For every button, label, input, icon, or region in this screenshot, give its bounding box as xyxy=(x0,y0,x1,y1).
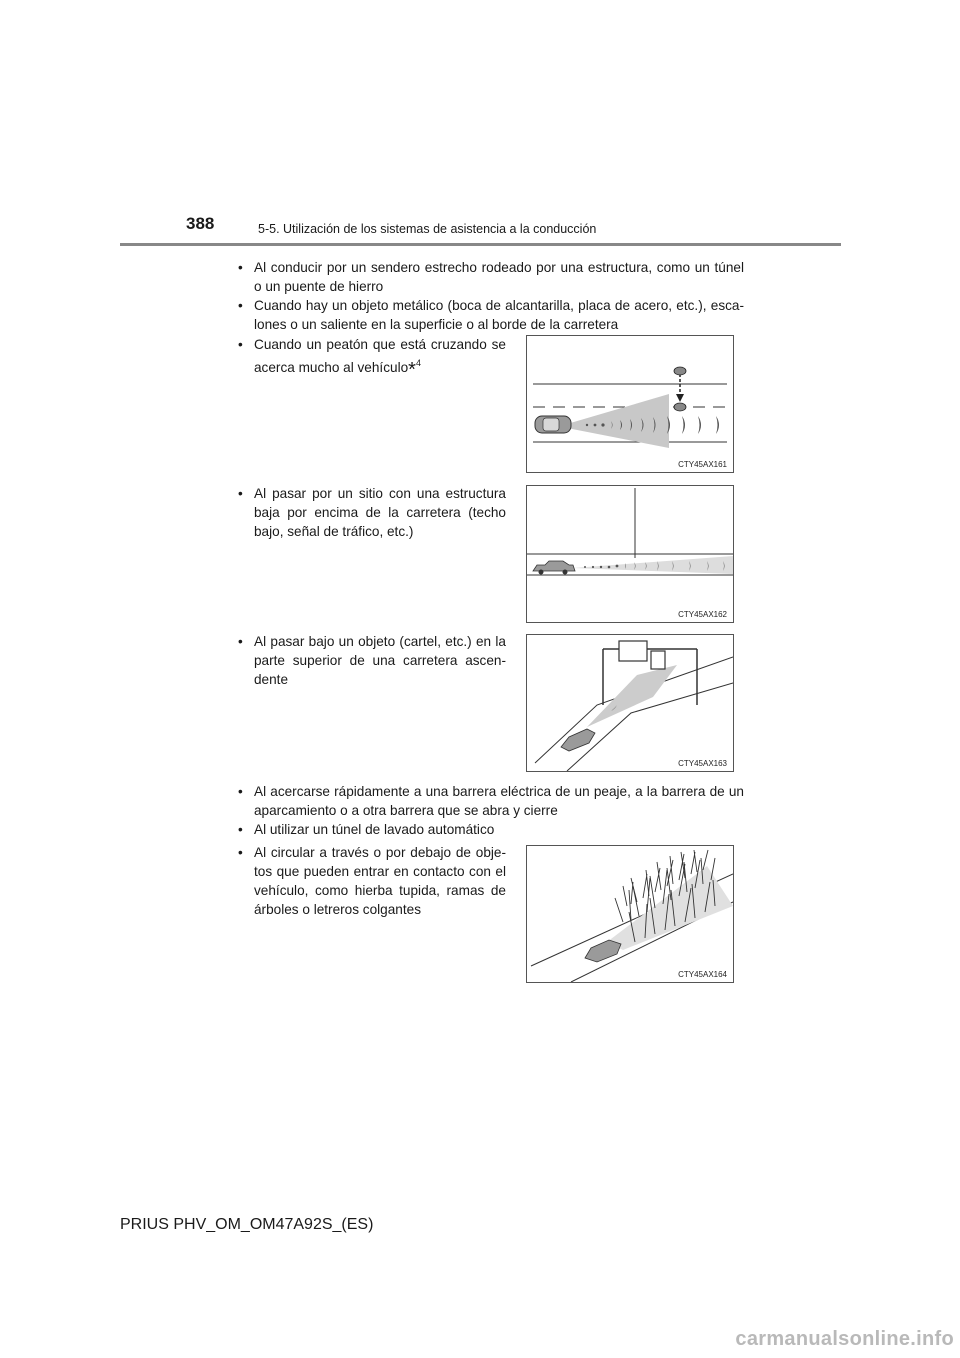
list-item xyxy=(238,335,506,381)
list-item xyxy=(238,484,506,541)
pedestrian-illustration xyxy=(527,336,733,472)
bullet-text: Al pasar bajo un objeto (cartel, etc.) en la parte superior de una carretera ascen-dente xyxy=(254,634,506,687)
uphill-sign-illustration xyxy=(527,635,733,771)
bullet-icon: • xyxy=(238,260,243,275)
list-item xyxy=(238,782,744,820)
bullet-text: Al utilizar un túnel de lavado automático xyxy=(254,822,495,837)
bullet-icon: • xyxy=(238,634,243,649)
figure-uphill-sign xyxy=(526,634,734,772)
document-id: PRIUS PHV_OM_OM47A92S_(ES) xyxy=(120,1216,374,1233)
radar-beam xyxy=(607,866,733,950)
bullet-icon: • xyxy=(238,337,243,352)
radar-beam xyxy=(573,556,733,574)
car-icon xyxy=(561,729,595,751)
figure-code: CTY45AX163 xyxy=(678,759,727,768)
watermark: carmanualsonline.info xyxy=(735,1328,954,1350)
vegetation-illustration xyxy=(527,846,733,982)
list-item xyxy=(238,258,744,296)
bullet-icon: • xyxy=(238,784,243,799)
car-icon xyxy=(585,940,621,962)
figure-vegetation xyxy=(526,845,734,983)
bullet-text: Al circular a través o por debajo de obje-tos que pueden entrar en contacto con el vehículo, como hierba tupida, ramas de árboles o letreros colgantes xyxy=(254,845,506,917)
header-divider xyxy=(120,243,841,246)
figure-code: CTY45AX164 xyxy=(678,970,727,979)
radar-beam xyxy=(587,665,677,727)
bullet-text: Al acercarse rápidamente a una barrera eléctrica de un peaje, a la barrera de un aparcamiento o a otra barrera que se abra y cierre xyxy=(254,784,744,818)
bullet-icon: • xyxy=(238,822,243,837)
figure-code: CTY45AX162 xyxy=(678,610,727,619)
bullet-text: Al conducir por un sendero estrecho rodeado por una estructura, como un túnel o un puente de hierro xyxy=(254,260,744,294)
bullet-text: Al pasar por un sitio con una estructura baja por encima de la carretera (techo bajo, señal de tráfico, etc.) xyxy=(254,486,506,539)
footnote-number: 4 xyxy=(415,358,421,368)
figure-pedestrian-crossing xyxy=(526,335,734,473)
bullet-icon: • xyxy=(238,486,243,501)
bullet-text: Cuando hay un objeto metálico (boca de alcantarilla, placa de acero, etc.), esca-lones o un saliente en la superficie o al borde de la carretera xyxy=(254,298,744,332)
arrow-down-icon xyxy=(676,394,684,402)
bullet-icon: • xyxy=(238,298,243,313)
list-item xyxy=(238,296,744,334)
section-title: 5-5. Utilización de los sistemas de asistencia a la conducción xyxy=(258,222,597,236)
radar-beam xyxy=(567,394,669,448)
list-item xyxy=(238,632,506,689)
bullet-icon: • xyxy=(238,845,243,860)
figure-low-structure xyxy=(526,485,734,623)
bullet-text: Cuando un peatón que está cruzando se acerca mucho al vehículo xyxy=(254,337,506,375)
list-item xyxy=(238,820,744,839)
car-icon xyxy=(533,561,575,575)
car-icon xyxy=(535,416,571,433)
list-item xyxy=(238,843,506,919)
page-number: 388 xyxy=(186,214,215,233)
footnote-asterisk: * xyxy=(408,359,416,381)
figure-code: CTY45AX161 xyxy=(678,460,727,469)
low-structure-illustration xyxy=(527,486,733,622)
